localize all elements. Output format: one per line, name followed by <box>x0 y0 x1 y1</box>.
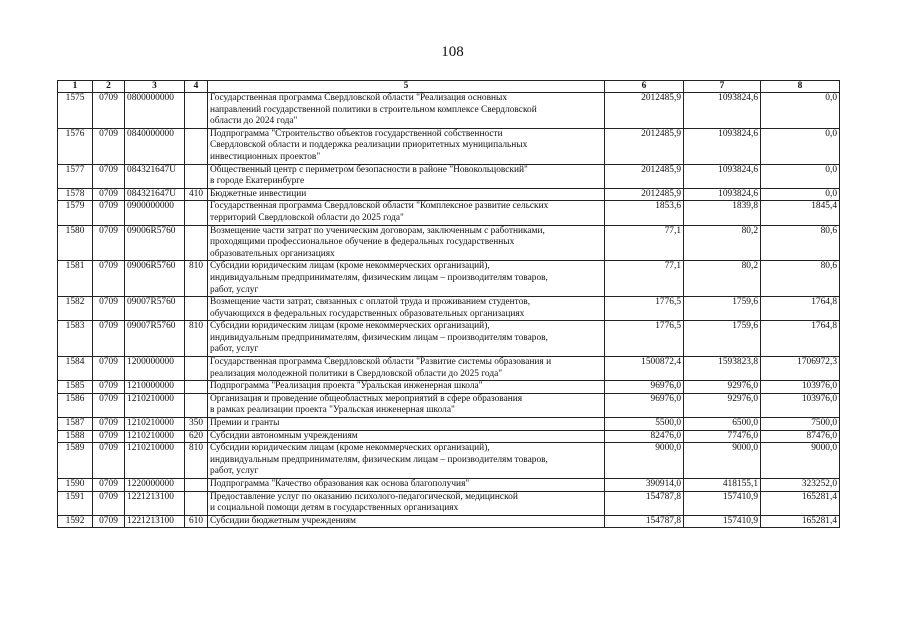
amount-col-6: 77,1 <box>605 261 684 297</box>
amount-col-7: 157410,9 <box>684 515 761 528</box>
item-name-line: Общественный центр с периметром безопасности в районе "Новокольцовский" <box>210 164 528 175</box>
expense-type-code: 610 <box>185 515 208 528</box>
amount-col-6: 154787,8 <box>605 491 684 515</box>
item-name-line: образовательных организациях <box>210 248 335 259</box>
item-name-line: Субсидии автономным учреждениям <box>210 430 358 441</box>
item-name-line: области до 2024 года" <box>210 116 298 127</box>
item-name-line: Государственная программа Свердловской области "Реализация основных <box>210 93 508 103</box>
amount-col-8: 7500,0 <box>761 418 840 431</box>
row-number: 1578 <box>58 188 93 201</box>
amount-col-6: 96976,0 <box>605 381 684 394</box>
amount-col-8: 1764,8 <box>761 297 840 321</box>
table-row <box>58 357 840 381</box>
col-header-7: 7 <box>684 81 761 93</box>
amount-col-6: 2012485,9 <box>605 128 684 164</box>
expense-type-code <box>185 128 208 164</box>
table-row <box>58 297 840 321</box>
amount-col-6: 1853,6 <box>605 201 684 225</box>
item-name-line: Субсидии юридическим лицам (кроме некоммерческих организаций), <box>210 321 490 332</box>
item-name-line: индивидуальным предпринимателям, физическим лицам – производителям товаров, <box>210 454 548 465</box>
item-name-line: Подпрограмма "Реализация проекта "Уральская инженерная школа" <box>210 381 483 392</box>
col-header-8: 8 <box>761 81 840 93</box>
target-article-code: 1221213100 <box>125 491 185 515</box>
item-name-line: инвестиционных проектов" <box>210 151 321 162</box>
item-name <box>208 430 605 443</box>
item-name <box>208 128 605 164</box>
item-name <box>208 201 605 225</box>
amount-col-6: 5500,0 <box>605 418 684 431</box>
page-number: 108 <box>441 44 464 60</box>
expense-type-code <box>185 393 208 417</box>
item-name <box>208 225 605 261</box>
amount-col-8: 165281,4 <box>761 515 840 528</box>
table-row <box>58 225 840 261</box>
item-name <box>208 164 605 188</box>
amount-col-8: 1764,8 <box>761 321 840 357</box>
expense-type-code <box>185 297 208 321</box>
expense-type-code <box>185 357 208 381</box>
col-header-3: 3 <box>125 81 185 93</box>
item-name <box>208 443 605 479</box>
amount-col-6: 82476,0 <box>605 430 684 443</box>
amount-col-7: 6500,0 <box>684 418 761 431</box>
target-article-code: 0800000000 <box>125 93 185 129</box>
row-number: 1580 <box>58 225 93 261</box>
expense-type-code <box>185 381 208 394</box>
table-row <box>58 491 840 515</box>
expense-type-code: 620 <box>185 430 208 443</box>
table-row <box>58 443 840 479</box>
section-code: 0709 <box>93 164 125 188</box>
section-code: 0709 <box>93 297 125 321</box>
table-row <box>58 128 840 164</box>
table-row <box>58 93 840 129</box>
item-name-line: Организация и проведение общеобластных мероприятий в сфере образования <box>210 393 523 404</box>
amount-col-8: 1706972,3 <box>761 357 840 381</box>
amount-col-6: 1500872,4 <box>605 357 684 381</box>
section-code: 0709 <box>93 393 125 417</box>
table-row <box>58 188 840 201</box>
amount-col-7: 1093824,6 <box>684 188 761 201</box>
section-code: 0709 <box>93 381 125 394</box>
expense-type-code: 810 <box>185 443 208 479</box>
target-article-code: 0900000000 <box>125 201 185 225</box>
section-code: 0709 <box>93 261 125 297</box>
amount-col-7: 9000,0 <box>684 443 761 479</box>
item-name-line: Подпрограмма "Строительство объектов государственной собственности <box>210 128 503 139</box>
item-name <box>208 321 605 357</box>
expense-type-code <box>185 479 208 492</box>
item-name-line: в рамках реализации проекта "Уральская инженерная школа" <box>210 405 455 416</box>
row-number: 1585 <box>58 381 93 394</box>
expense-type-code: 810 <box>185 321 208 357</box>
item-name <box>208 261 605 297</box>
item-name-line: Возмещение части затрат по ученическим договорам, заключенным с работниками, <box>210 225 545 236</box>
row-number: 1592 <box>58 515 93 528</box>
expense-type-code: 810 <box>185 261 208 297</box>
table-row <box>58 201 840 225</box>
target-article-code: 084321647U <box>125 164 185 188</box>
expense-type-code <box>185 491 208 515</box>
row-number: 1584 <box>58 357 93 381</box>
target-article-code: 1210210000 <box>125 430 185 443</box>
target-article-code: 09006R5760 <box>125 261 185 297</box>
item-name <box>208 515 605 528</box>
amount-col-7: 1593823,8 <box>684 357 761 381</box>
amount-col-8: 165281,4 <box>761 491 840 515</box>
item-name <box>208 93 605 129</box>
item-name-line: Свердловской области и поддержка реализации приоритетных муниципальных <box>210 140 528 151</box>
item-name-line: и социальной помощи детям в государственных организациях <box>210 503 459 514</box>
section-code: 0709 <box>93 188 125 201</box>
target-article-code: 1210210000 <box>125 443 185 479</box>
amount-col-8: 0,0 <box>761 93 840 129</box>
expense-type-code <box>185 93 208 129</box>
amount-col-8: 0,0 <box>761 188 840 201</box>
item-name <box>208 418 605 431</box>
table-row <box>58 515 840 528</box>
item-name-line: Предоставление услуг по оказанию психолого-педагогической, медицинской <box>210 491 518 502</box>
item-name-line: работ, услуг <box>210 466 259 477</box>
expense-type-code <box>185 201 208 225</box>
item-name-line: Государственная программа Свердловской области "Комплексное развитие сельских <box>210 201 549 212</box>
item-name-line: реализация молодежной политики в Свердловской области до 2025 года" <box>210 368 503 379</box>
amount-col-6: 96976,0 <box>605 393 684 417</box>
amount-col-6: 390914,0 <box>605 479 684 492</box>
row-number: 1591 <box>58 491 93 515</box>
amount-col-6: 154787,8 <box>605 515 684 528</box>
amount-col-6: 2012485,9 <box>605 93 684 129</box>
row-number: 1581 <box>58 261 93 297</box>
table-row <box>58 418 840 431</box>
amount-col-7: 92976,0 <box>684 393 761 417</box>
amount-col-7: 1759,6 <box>684 321 761 357</box>
amount-col-6: 2012485,9 <box>605 188 684 201</box>
amount-col-8: 0,0 <box>761 128 840 164</box>
section-code: 0709 <box>93 443 125 479</box>
amount-col-7: 418155,1 <box>684 479 761 492</box>
target-article-code: 1210210000 <box>125 418 185 431</box>
row-number: 1590 <box>58 479 93 492</box>
target-article-code: 0840000000 <box>125 128 185 164</box>
amount-col-6: 1776,5 <box>605 321 684 357</box>
target-article-code: 1220000000 <box>125 479 185 492</box>
item-name <box>208 479 605 492</box>
table-row <box>58 479 840 492</box>
row-number: 1588 <box>58 430 93 443</box>
row-number: 1586 <box>58 393 93 417</box>
col-header-2: 2 <box>93 81 125 93</box>
amount-col-7: 92976,0 <box>684 381 761 394</box>
section-code: 0709 <box>93 93 125 129</box>
item-name-line: территорий Свердловской области до 2025 года" <box>210 212 404 223</box>
target-article-code: 09007R5760 <box>125 297 185 321</box>
amount-col-7: 80,2 <box>684 261 761 297</box>
row-number: 1575 <box>58 93 93 129</box>
item-name-line: Возмещение части затрат, связанных с оплатой труда и проживанием студентов, <box>210 297 531 308</box>
item-name-line: Бюджетные инвестиции <box>210 188 307 199</box>
target-article-code: 09007R5760 <box>125 321 185 357</box>
table-row <box>58 261 840 297</box>
item-name-line: работ, услуг <box>210 344 259 355</box>
expense-type-code <box>185 225 208 261</box>
expense-type-code: 350 <box>185 418 208 431</box>
amount-col-6: 1776,5 <box>605 297 684 321</box>
item-name-line: Подпрограмма "Качество образования как основа благополучия" <box>210 479 470 489</box>
item-name-line: Субсидии юридическим лицам (кроме некоммерческих организаций), <box>210 443 490 454</box>
item-name-line: в городе Екатеринбурге <box>210 176 305 187</box>
amount-col-8: 80,6 <box>761 261 840 297</box>
item-name <box>208 393 605 417</box>
amount-col-7: 1759,6 <box>684 297 761 321</box>
amount-col-8: 323252,0 <box>761 479 840 492</box>
section-code: 0709 <box>93 479 125 492</box>
item-name-line: проходящими профессиональное обучение в федеральных государственных <box>210 237 515 248</box>
amount-col-8: 87476,0 <box>761 430 840 443</box>
item-name-line: Премии и гранты <box>210 418 280 429</box>
amount-col-7: 1093824,6 <box>684 128 761 164</box>
item-name-line: работ, услуг <box>210 284 259 295</box>
amount-col-8: 103976,0 <box>761 393 840 417</box>
table-row <box>58 164 840 188</box>
row-number: 1579 <box>58 201 93 225</box>
row-number: 1577 <box>58 164 93 188</box>
amount-col-8: 103976,0 <box>761 381 840 394</box>
row-number: 1587 <box>58 418 93 431</box>
item-name <box>208 297 605 321</box>
section-code: 0709 <box>93 515 125 528</box>
target-article-code: 084321647U <box>125 188 185 201</box>
header-row <box>58 81 840 93</box>
amount-col-7: 1093824,6 <box>684 93 761 129</box>
section-code: 0709 <box>93 128 125 164</box>
row-number: 1583 <box>58 321 93 357</box>
amount-col-7: 157410,9 <box>684 491 761 515</box>
amount-col-8: 9000,0 <box>761 443 840 479</box>
section-code: 0709 <box>93 430 125 443</box>
section-code: 0709 <box>93 491 125 515</box>
amount-col-6: 9000,0 <box>605 443 684 479</box>
amount-col-8: 1845,4 <box>761 201 840 225</box>
item-name-line: Субсидии бюджетным учреждениям <box>210 515 356 526</box>
section-code: 0709 <box>93 357 125 381</box>
table-row <box>58 381 840 394</box>
row-number: 1589 <box>58 443 93 479</box>
amount-col-7: 77476,0 <box>684 430 761 443</box>
section-code: 0709 <box>93 418 125 431</box>
item-name-line: индивидуальным предпринимателям, физическим лицам – производителям товаров, <box>210 332 548 343</box>
amount-col-7: 1093824,6 <box>684 164 761 188</box>
amount-col-7: 80,2 <box>684 225 761 261</box>
amount-col-6: 77,1 <box>605 225 684 261</box>
item-name-line: Государственная программа Свердловской области "Развитие системы образования и <box>210 357 552 368</box>
table-row <box>58 430 840 443</box>
item-name-line: обучающихся в федеральных государственных образовательных организациях <box>210 308 525 319</box>
budget-table <box>57 80 840 528</box>
table-row <box>58 321 840 357</box>
col-header-5: 5 <box>208 81 605 93</box>
section-code: 0709 <box>93 225 125 261</box>
target-article-code: 1221213100 <box>125 515 185 528</box>
item-name <box>208 491 605 515</box>
item-name-line: индивидуальным предпринимателям, физическим лицам – производителям товаров, <box>210 272 548 283</box>
item-name-line: направлений государственной политики в строительном комплексе Свердловской <box>210 104 537 115</box>
item-name <box>208 357 605 381</box>
table-row <box>58 393 840 417</box>
item-name-line: Субсидии юридическим лицам (кроме некоммерческих организаций), <box>210 261 490 272</box>
amount-col-6: 2012485,9 <box>605 164 684 188</box>
col-header-6: 6 <box>605 81 684 93</box>
section-code: 0709 <box>93 321 125 357</box>
item-name <box>208 381 605 394</box>
target-article-code: 09006R5760 <box>125 225 185 261</box>
target-article-code: 1200000000 <box>125 357 185 381</box>
item-name <box>208 188 605 201</box>
target-article-code: 1210000000 <box>125 381 185 394</box>
amount-col-7: 1839,8 <box>684 201 761 225</box>
row-number: 1576 <box>58 128 93 164</box>
col-header-4: 4 <box>185 81 208 93</box>
col-header-1: 1 <box>58 81 93 93</box>
amount-col-8: 0,0 <box>761 164 840 188</box>
expense-type-code <box>185 164 208 188</box>
target-article-code: 1210210000 <box>125 393 185 417</box>
section-code: 0709 <box>93 201 125 225</box>
row-number: 1582 <box>58 297 93 321</box>
expense-type-code: 410 <box>185 188 208 201</box>
amount-col-8: 80,6 <box>761 225 840 261</box>
